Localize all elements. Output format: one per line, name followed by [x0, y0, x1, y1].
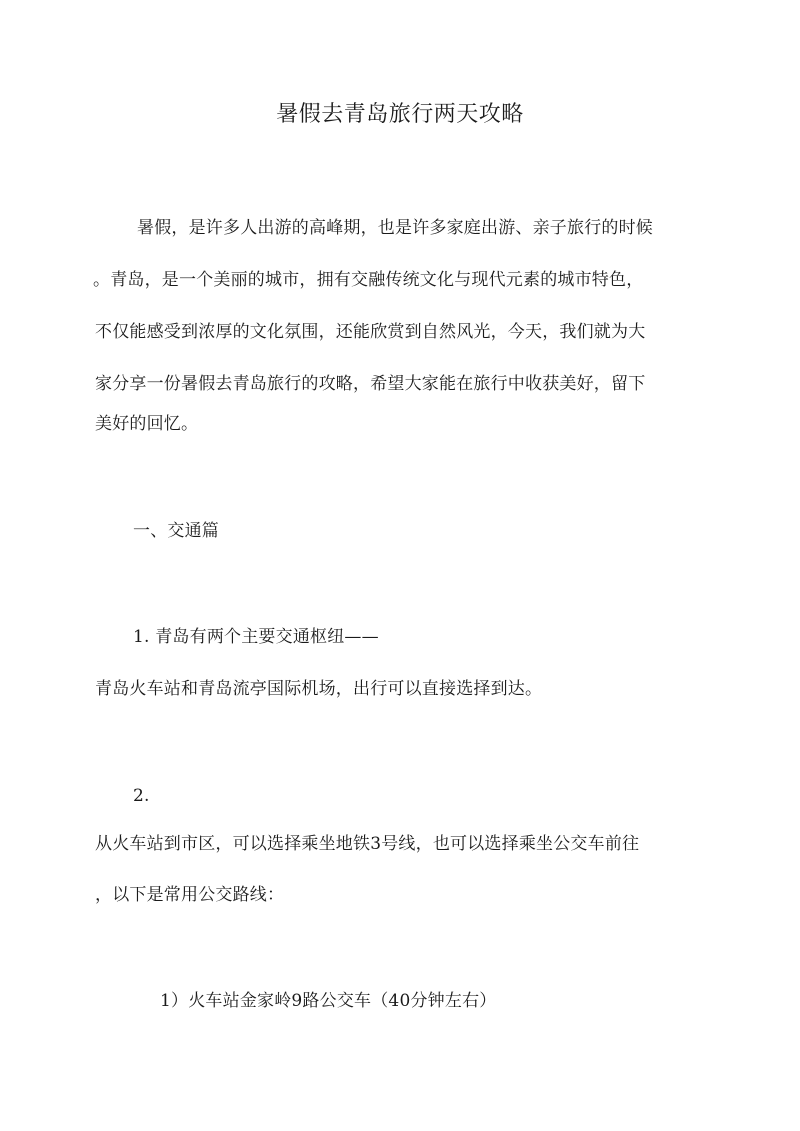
- intro-line-3: 不仅能感受到浓厚的文化氛围，还能欣赏到自然风光，今天，我们就为大: [95, 322, 646, 342]
- intro-line-1: 暑假，是许多人出游的高峰期，也是许多家庭出游、亲子旅行的时候: [137, 218, 653, 238]
- item-1-line-1: 1. 青岛有两个主要交通枢纽——: [133, 627, 379, 647]
- intro-line-5: 美好的回忆。: [95, 414, 199, 434]
- route-1: 1）火车站金家岭9路公交车（40分钟左右）: [160, 991, 497, 1011]
- item-2-line-1: 从火车站到市区，可以选择乘坐地铁3号线，也可以选择乘坐公交车前往: [95, 834, 640, 854]
- item-2-line-2: ，以下是常用公交路线：: [95, 885, 285, 905]
- intro-line-4: 家分享一份暑假去青岛旅行的攻略，希望大家能在旅行中收获美好，留下: [95, 374, 646, 394]
- item-2-number: 2.: [133, 786, 150, 806]
- section-heading: 一、交通篇: [133, 521, 219, 541]
- intro-line-2: 。青岛，是一个美丽的城市，拥有交融传统文化与现代元素的城市特色，: [93, 270, 644, 290]
- item-1-line-2: 青岛火车站和青岛流亭国际机场，出行可以直接选择到达。: [95, 679, 543, 699]
- document-title: 暑假去青岛旅行两天攻略: [276, 102, 524, 127]
